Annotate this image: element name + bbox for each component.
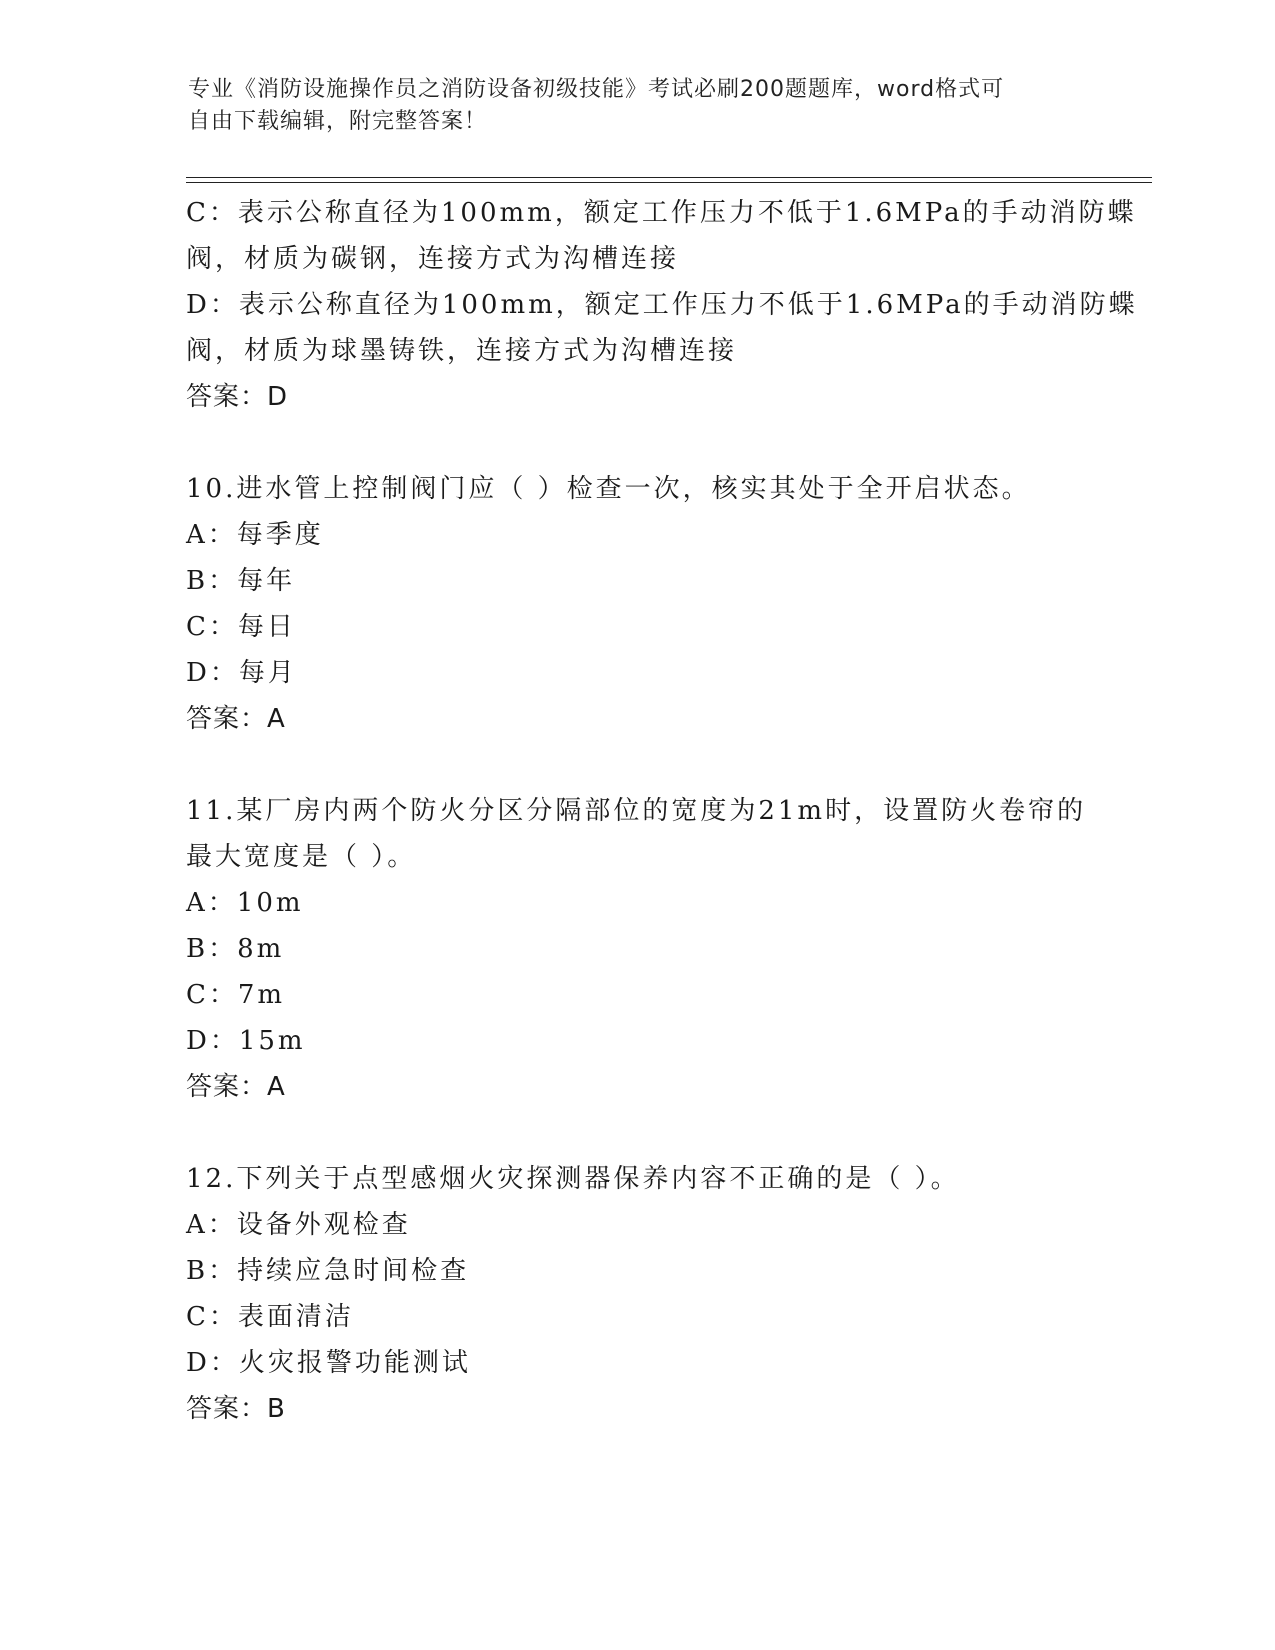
header-line-1: 专业《消防设施操作员之消防设备初级技能》考试必刷200题题库，word格式可	[188, 77, 1005, 102]
header-line-2: 自由下载编辑，附完整答案！	[188, 109, 488, 134]
document-header	[188, 74, 1068, 138]
answer-12: 答案：B	[186, 1394, 286, 1424]
question-stem: 12.下列关于点型感烟火灾探测器保养内容不正确的是（ ）。	[186, 1164, 960, 1194]
option-d: D：火灾报警功能测试	[186, 1348, 471, 1378]
option-a: A：每季度	[186, 520, 324, 550]
option-a: A：设备外观检查	[186, 1210, 411, 1240]
option-c-line-2: 阀，材质为碳钢，连接方式为沟槽连接	[186, 244, 680, 274]
answer-11: 答案：A	[186, 1072, 286, 1102]
answer-10: 答案：A	[186, 704, 286, 734]
question-9-continued	[186, 190, 1138, 420]
question-stem: 10.进水管上控制阀门应（ ）检查一次，核实其处于全开启状态。	[186, 474, 1031, 504]
header-divider-bottom	[186, 182, 1152, 183]
question-11	[186, 788, 1086, 1110]
option-c: C：表面清洁	[186, 1302, 354, 1332]
spacer	[186, 742, 1086, 788]
question-stem: 11.某厂房内两个防火分区分隔部位的宽度为21m时，设置防火卷帘的	[186, 796, 1087, 826]
option-b: B：每年	[186, 566, 296, 596]
spacer	[186, 420, 1086, 466]
header-divider-top	[186, 177, 1152, 178]
option-c-line-1: C：表示公称直径为100mm，额定工作压力不低于1.6MPa的手动消防蝶	[186, 198, 1137, 228]
question-10	[186, 466, 1086, 742]
option-d: D：每月	[186, 658, 297, 688]
option-d-line-2: 阀，材质为球墨铸铁，连接方式为沟槽连接	[186, 336, 738, 366]
question-12	[186, 1156, 1086, 1432]
spacer	[186, 1110, 1086, 1156]
option-b: B：持续应急时间检查	[186, 1256, 470, 1286]
option-d: D：15m	[186, 1026, 306, 1056]
document-body	[186, 190, 1138, 1432]
question-stem-cont: 最大宽度是（ ）。	[186, 842, 417, 872]
answer-9: 答案：D	[186, 382, 289, 412]
option-c: C：每日	[186, 612, 296, 642]
option-b: B：8m	[186, 934, 285, 964]
option-c: C：7m	[186, 980, 286, 1010]
option-d-line-1: D：表示公称直径为100mm，额定工作压力不低于1.6MPa的手动消防蝶	[186, 290, 1138, 320]
option-a: A：10m	[186, 888, 304, 918]
